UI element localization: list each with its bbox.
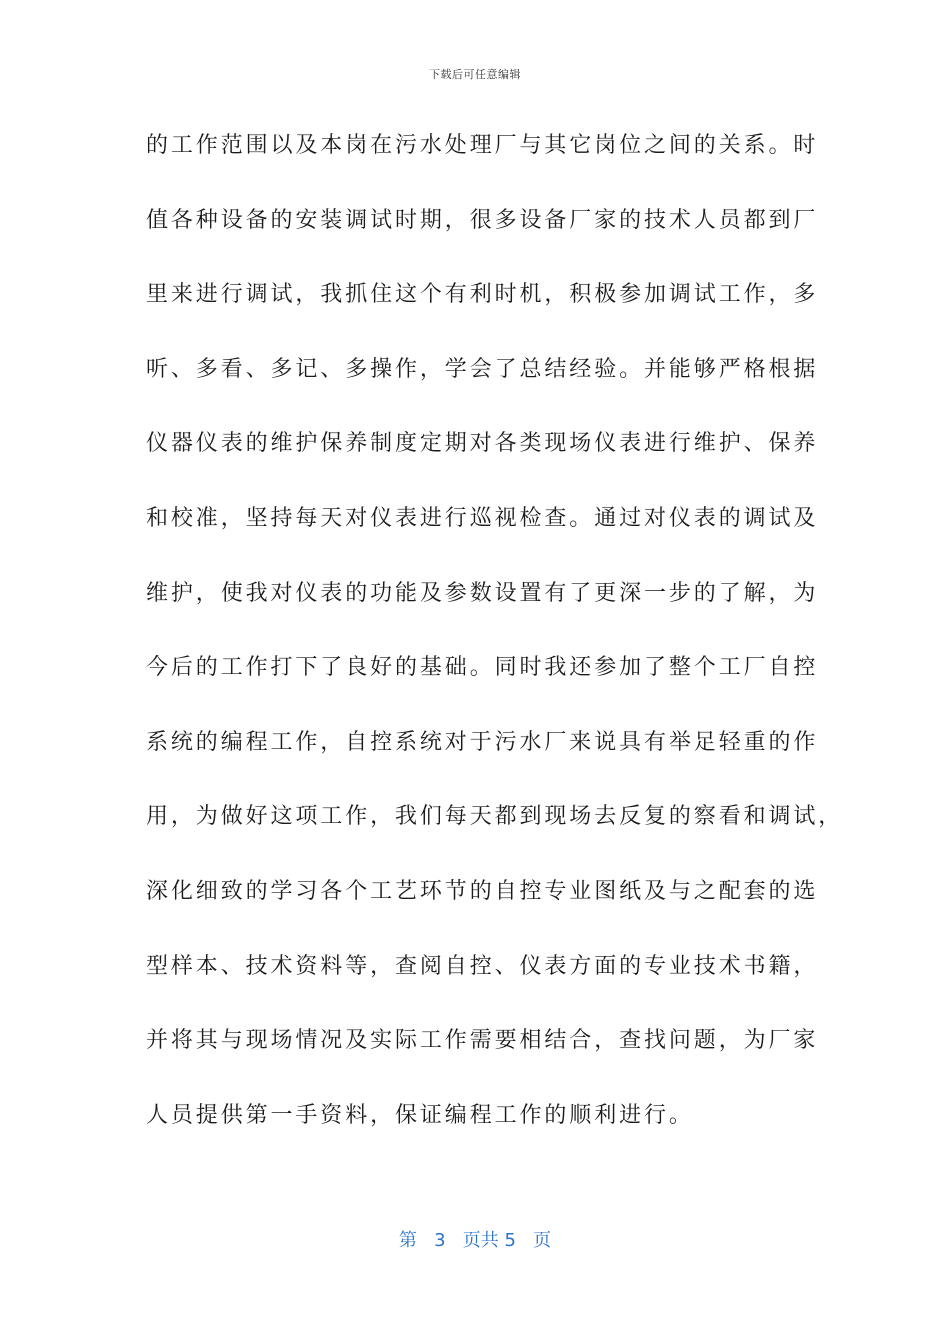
body-line-5: 仪器仪表的维护保养制度定期对各类现场仪表进行维护、保养 <box>146 431 819 457</box>
body-line-3: 里来进行调试，我抓住这个有利时机，积极参加调试工作，多 <box>146 282 819 308</box>
body-line-8: 今后的工作打下了良好的基础。同时我还参加了整个工厂自控 <box>146 655 819 681</box>
footer-current-page: 3 <box>434 1230 446 1251</box>
body-line-2: 值各种设备的安装调试时期，很多设备厂家的技术人员都到厂 <box>146 207 819 233</box>
body-line-4: 听、多看、多记、多操作，学会了总结经验。并能够严格根据 <box>146 356 819 382</box>
footer-suffix: 页 <box>533 1230 552 1251</box>
body-line-12: 型样本、技术资料等，查阅自控、仪表方面的专业技术书籍， <box>146 953 819 979</box>
footer-total-pages: 5 <box>504 1230 516 1251</box>
body-line-6: 和校准，坚持每天对仪表进行巡视检查。通过对仪表的调试及 <box>146 505 819 531</box>
body-line-14: 人员提供第一手资料，保证编程工作的顺利进行。 <box>146 1102 694 1128</box>
document-body <box>146 128 844 1172</box>
body-line-7: 维护，使我对仪表的功能及参数设置有了更深一步的了解，为 <box>146 580 819 606</box>
body-line-11: 深化细致的学习各个工艺环节的自控专业图纸及与之配套的选 <box>146 878 819 904</box>
body-line-9: 系统的编程工作，自控系统对于污水厂来说具有举足轻重的作 <box>146 729 819 755</box>
footer-prefix: 第 <box>398 1230 417 1251</box>
footer-middle: 页共 <box>462 1230 499 1251</box>
body-line-1: 的工作范围以及本岗在污水处理厂与其它岗位之间的关系。时 <box>146 133 819 158</box>
page-footer <box>0 1226 950 1252</box>
body-line-10: 用，为做好这项工作，我们每天都到现场去反复的察看和调试， <box>146 804 844 830</box>
header-note: 下载后可任意编辑 <box>429 68 521 81</box>
body-line-13: 并将其与现场情况及实际工作需要相结合，查找问题，为厂家 <box>146 1028 819 1054</box>
